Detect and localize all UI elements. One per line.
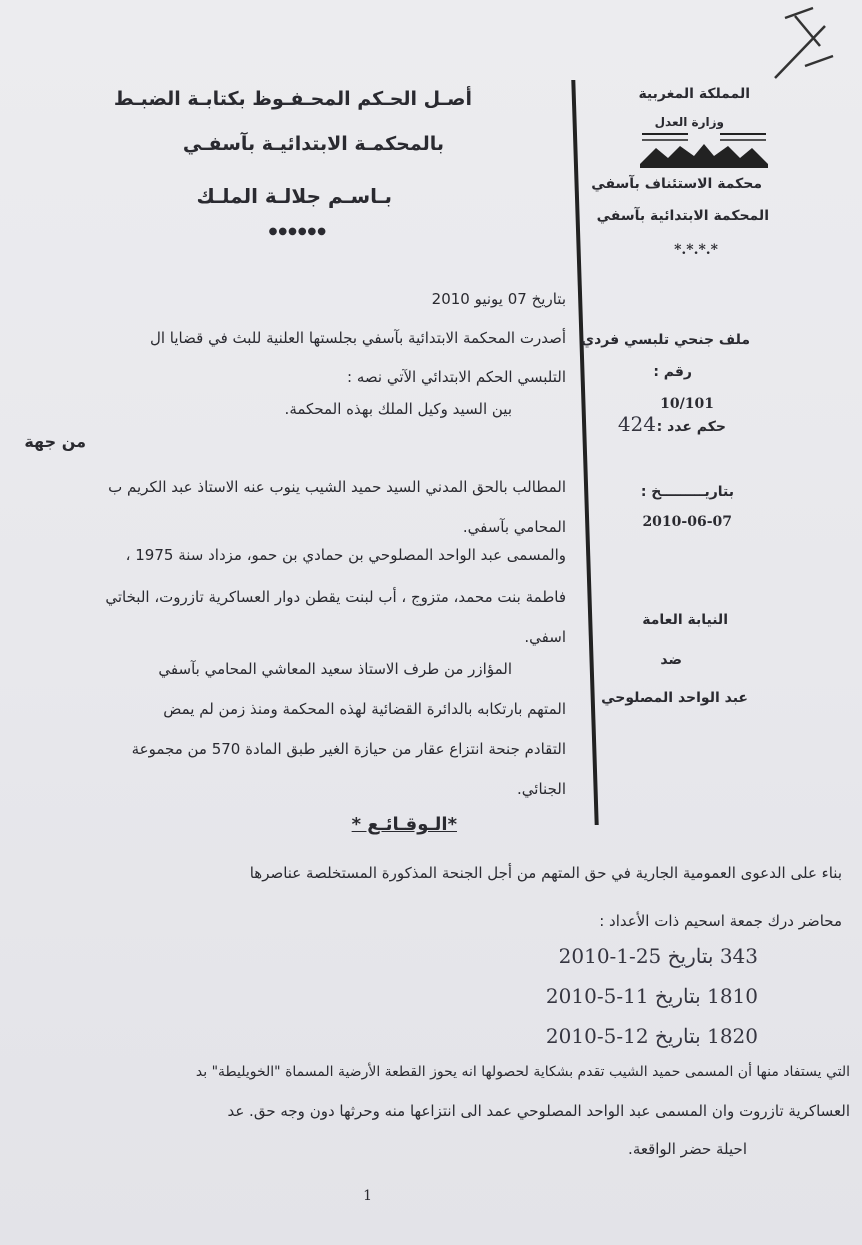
sidebar-appeal-court: محكمة الاستئناف بآسفي xyxy=(591,176,762,192)
facts-line-3: التي يستفاد منها أن المسمى حميد الشيب تقدم بشكاية لحصولها انه يحوز القطعة الأرضية المسماة "الخويليطة" بد xyxy=(195,1064,850,1080)
sidebar-judgment-label: حكم عدد : xyxy=(656,419,726,435)
sidebar-number-label: رقم : xyxy=(653,364,692,380)
record-2: 1810 بتاريخ 11-5-2010 xyxy=(545,984,758,1008)
sidebar-number-value: 10/101 xyxy=(660,396,714,412)
sidebar-party-1: النيابة العامة xyxy=(642,612,728,628)
facts-line-1: بناء على الدعوى العمومية الجارية في حق المتهم من أجل الجنحة المذكورة المستخلصة عناصرها xyxy=(249,864,842,882)
header-line-1: أصـل الحـكم المحـفـوظ بكتابـة الضبـط xyxy=(113,88,472,110)
sidebar-ministry: وزارة العدل xyxy=(654,115,724,129)
paragraph-6-line-2: التقادم جنحة انتزاع عقار من حيازة الغير طبق المادة 570 من مجموعة xyxy=(131,740,566,758)
paragraph-4-line-1: والمسمى عبد الواحد المصلوحي بن حمادي بن حمو، مزداد سنة 1975 ، xyxy=(125,546,566,564)
facts-line-2: محاضر درك جمعة اسحيم ذات الأعداد : xyxy=(599,912,842,930)
paragraph-1-line-2: التلبسي الحكم الابتدائي الآتي نصه : xyxy=(347,368,566,386)
handwritten-mark-icon xyxy=(765,6,835,86)
facts-line-5: احيلة حضر الواقعة. xyxy=(628,1140,747,1158)
sidebar-date-label: بتاريـــــــــخ : xyxy=(640,484,734,500)
header-line-3: بـاسـم جلالـة الملـك xyxy=(196,184,392,208)
sidebar-versus: ضد xyxy=(660,652,682,668)
paragraph-6-line-1: المتهم بارتكابه بالدائرة القضائية لهذه المحكمة ومنذ زمن لم يمض xyxy=(163,700,566,718)
sidebar-stars: *.*.*.* xyxy=(674,242,718,258)
sidebar-party-2: عبد الواحد المصلوحي xyxy=(601,690,748,706)
from-side-label: من جهة xyxy=(24,432,86,451)
sidebar-date-value: 2010-06-07 xyxy=(642,514,732,530)
sidebar-file-type: ملف جنحي تلبسي فردي xyxy=(581,332,750,348)
paragraph-6-line-3: الجنائي. xyxy=(517,780,566,798)
paragraph-4-line-3: اسفي. xyxy=(524,628,566,646)
sidebar-kingdom: المملكة المغربية xyxy=(638,86,750,102)
paragraph-3-line-2: المحامي بآسفي. xyxy=(462,518,566,536)
header-line-2: بالمحكمـة الابتدائيـة بآسفـي xyxy=(182,133,444,155)
facts-line-4: العساكرية تازروت وان المسمى عبد الواحد المصلوحي عمد الى انتزاعها منه وحرثها دون وجه حق. عد xyxy=(227,1102,850,1120)
record-3: 1820 بتاريخ 12-5-2010 xyxy=(545,1024,758,1048)
paragraph-3-line-1: المطالب بالحق المدني السيد حميد الشيب ينوب عنه الاستاذ عبد الكريم ب xyxy=(108,478,566,496)
record-1: 343 بتاريخ 25-1-2010 xyxy=(558,944,758,968)
header-stars: ●●●●●● xyxy=(268,226,327,237)
sidebar-judgment-value: 424 xyxy=(617,412,656,436)
paragraph-2: بين السيد وكيل الملك بهذه المحكمة. xyxy=(284,400,512,418)
sidebar-first-court: المحكمة الابتدائية بآسفي xyxy=(596,208,769,224)
paragraph-5: المؤازر من طرف الاستاذ سعيد المعاشي المحامي بآسفي xyxy=(158,660,512,678)
paragraph-4-line-2: فاطمة بنت محمد، متزوج ، أب لبنت يقطن دوار العساكرية تازروت، البخاتي xyxy=(105,588,566,606)
judgment-date-line: بتاريخ 07 يونيو 2010 xyxy=(431,290,566,308)
facts-title: *الـوقـائـع * xyxy=(351,814,457,835)
paragraph-1-line-1: أصدرت المحكمة الابتدائية بآسفي بجلستها العلنية للبث في قضايا ال xyxy=(149,329,566,347)
page-number: 1 xyxy=(363,1188,372,1204)
